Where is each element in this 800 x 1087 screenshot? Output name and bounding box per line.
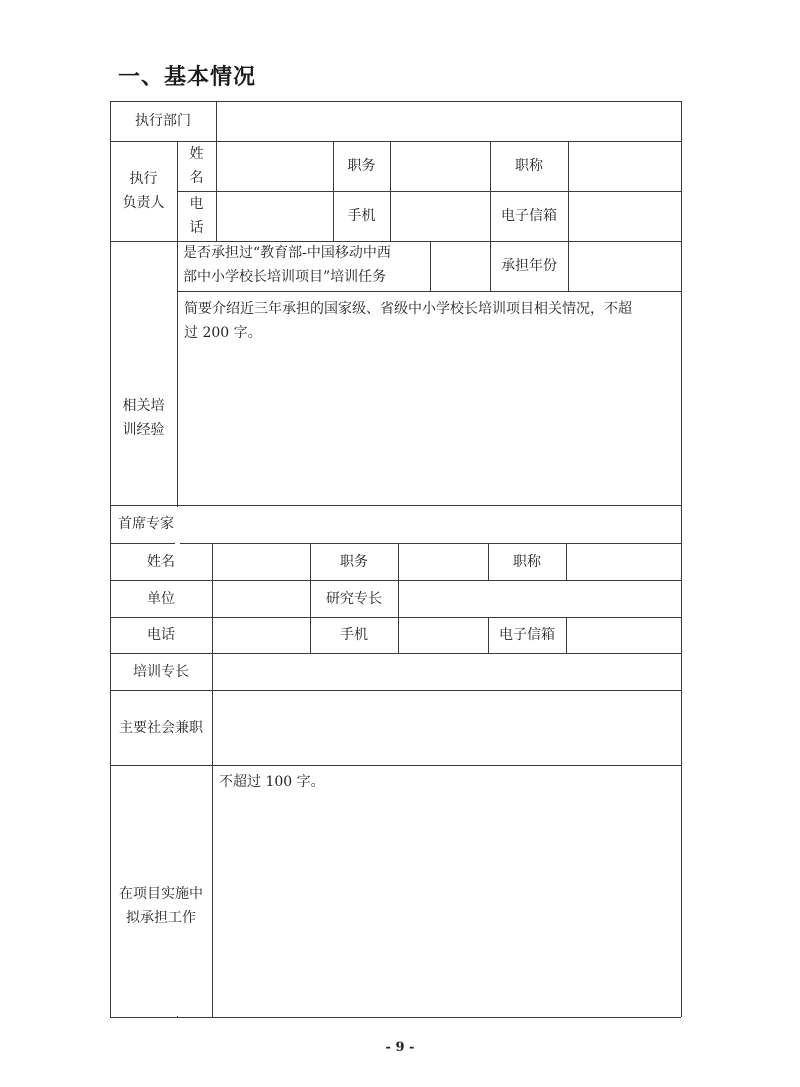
social-positions-label: 主要社会兼职 — [119, 719, 203, 736]
social-positions-field[interactable] — [212, 690, 681, 765]
expert-email-field[interactable] — [566, 617, 681, 653]
leader-phone-field[interactable] — [216, 191, 333, 241]
expert-name-label: 姓名 — [147, 553, 175, 570]
leader-title-label: 职称 — [515, 158, 543, 174]
project-work-field[interactable]: 不超过 100 字。 — [219, 774, 325, 790]
experience-intro-field[interactable]: 简要介绍近三年承担的国家级、省级中小学校长培训项目相关情况，不超 过 200 字。 — [184, 301, 632, 341]
department-label: 执行部门 — [135, 113, 191, 129]
section-title: 一、基本情况 — [118, 65, 257, 90]
leader-position-label: 职务 — [347, 158, 376, 174]
expert-position-field[interactable] — [398, 543, 488, 580]
experience-answer-field[interactable] — [430, 241, 490, 291]
expert-unit-field[interactable] — [212, 580, 310, 617]
leader-position-field[interactable] — [390, 141, 490, 191]
expert-name-field[interactable] — [212, 543, 310, 580]
expert-email-label: 电子信箱 — [499, 627, 555, 643]
expert-title-field[interactable] — [566, 543, 681, 580]
leader-label: 执行 负责人 — [122, 171, 165, 211]
expert-mobile-label: 手机 — [340, 627, 368, 643]
department-field[interactable] — [216, 101, 681, 141]
experience-question: 是否承担过“教育部-中国移动中西 部中小学校长培训项目”培训任务 — [183, 245, 391, 285]
training-specialty-field[interactable] — [212, 653, 681, 690]
leader-phone-label: 电 话 — [189, 196, 204, 236]
leader-name-field[interactable] — [216, 141, 333, 191]
experience-year-label: 承担年份 — [501, 258, 557, 274]
expert-position-label: 职务 — [340, 553, 368, 570]
expert-title-label: 职称 — [513, 553, 541, 570]
leader-title-field[interactable] — [568, 141, 681, 191]
expert-phone-field[interactable] — [212, 617, 310, 653]
expert-mobile-field[interactable] — [398, 617, 488, 653]
leader-mobile-label: 手机 — [347, 208, 376, 224]
expert-unit-label: 单位 — [147, 590, 175, 607]
leader-email-field[interactable] — [568, 191, 681, 241]
expert-phone-label: 电话 — [147, 627, 175, 643]
leader-mobile-field[interactable] — [390, 191, 490, 241]
page-number: - 9 - — [385, 1040, 415, 1055]
expert-research-label: 研究专长 — [326, 590, 382, 607]
divider — [177, 291, 681, 292]
leader-name-label: 姓 名 — [189, 146, 204, 186]
table-border-bottom — [110, 1017, 681, 1018]
training-specialty-label: 培训专长 — [133, 663, 189, 680]
table-border-right — [681, 101, 682, 1017]
experience-year-field[interactable] — [568, 241, 681, 291]
chief-expert-header: 首席专家 — [118, 516, 174, 532]
project-work-label: 在项目实施中 拟承担工作 — [119, 886, 203, 926]
expert-research-field[interactable] — [398, 580, 681, 617]
experience-label: 相关培 训经验 — [122, 398, 165, 438]
leader-email-label: 电子信箱 — [501, 208, 557, 224]
